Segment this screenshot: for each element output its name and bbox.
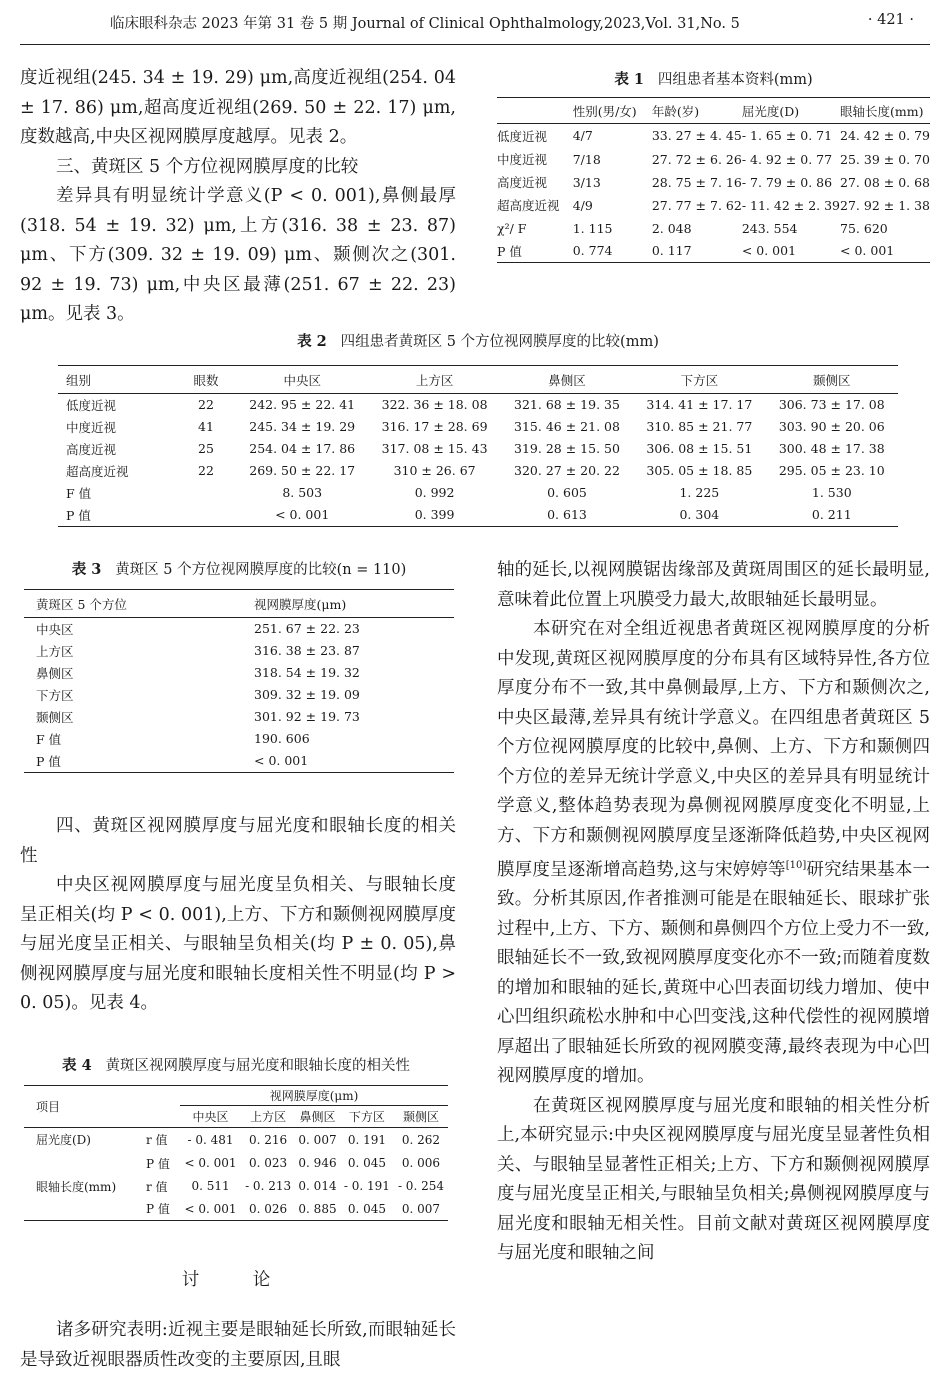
table-header-cell: 上方区 — [250, 1110, 287, 1124]
table-cell: < 0. 001 — [275, 507, 330, 523]
table-cell: 0. 014 — [298, 1179, 337, 1193]
table-cell: 321. 68 ± 19. 35 — [514, 397, 620, 413]
table-header-cell: 性别(男/女) — [572, 103, 637, 119]
table-cell: 254. 04 ± 17. 86 — [249, 441, 356, 456]
table-cell: 0. 262 — [401, 1132, 441, 1147]
table-cell: 22 — [198, 463, 214, 478]
table-cell: 2. 048 — [651, 220, 692, 236]
table-cell: 1. 115 — [572, 220, 613, 236]
table-header-cell: 中央区 — [192, 1110, 229, 1124]
table-header-cell: 项目 — [24, 1086, 146, 1128]
discussion-text — [20, 1316, 456, 1375]
table-row — [24, 1152, 448, 1175]
table-cell: 251. 67 ± 22. 23 — [254, 621, 360, 637]
table-header-cell: 眼轴长度(mm) — [840, 103, 924, 119]
running-header — [0, 12, 950, 42]
table-header-cell: 中央区 — [283, 372, 321, 388]
table-header-cell: 鼻侧区 — [548, 372, 586, 388]
table-cell: < 0. 001 — [254, 753, 309, 769]
table-cell: 301. 92 ± 19. 73 — [254, 709, 360, 724]
table-cell: 0. 216 — [249, 1132, 288, 1147]
right-column-text — [497, 556, 930, 1269]
table-row — [24, 706, 454, 728]
table-header-cell: 年龄(岁) — [651, 103, 700, 119]
table-cell: 下方区 — [36, 687, 74, 703]
table-cell: 41 — [198, 419, 214, 434]
table-cell: 3/13 — [572, 174, 601, 190]
page-number: · 421 · — [867, 12, 914, 28]
table-cell: 0. 023 — [249, 1156, 288, 1170]
table-cell: 0. 211 — [811, 507, 852, 523]
table-header-row — [497, 98, 930, 124]
table-cell: 27. 92 ± 1. 38 — [840, 197, 930, 213]
table-header-cell: 上方区 — [415, 372, 454, 388]
table-cell: 超高度近视 — [497, 198, 560, 213]
table-cell: 33. 27 ± 4. 45 — [651, 128, 742, 144]
table-1-caption — [497, 68, 930, 89]
table-cell: - 4. 92 ± 0. 77 — [741, 151, 833, 167]
table-row — [58, 504, 898, 527]
table-cell: 319. 28 ± 15. 50 — [514, 441, 620, 456]
table-cell: χ²/ F — [497, 220, 527, 236]
table-cell: 4/9 — [572, 197, 593, 213]
table-cell: 24. 42 ± 0. 79 — [840, 128, 930, 144]
table-cell: - 0. 254 — [397, 1179, 444, 1193]
paragraph: 诸多研究表明:近视主要是眼轴延长所致,而眼轴延长是导致近视眼器质性改变的主要原因,且眼 — [20, 1320, 456, 1370]
table-cell: < 0. 001 — [741, 243, 797, 259]
table-header-cell: 颞侧区 — [813, 372, 851, 388]
table-row — [24, 684, 454, 706]
table-cell — [24, 1152, 146, 1175]
table-header-cell: 颞侧区 — [402, 1110, 439, 1124]
table-cell: 眼轴长度(mm) — [36, 1179, 117, 1194]
left-mid-text — [20, 812, 456, 1019]
table-row — [497, 124, 930, 148]
table-row — [24, 1175, 448, 1198]
table-cell: 190. 606 — [254, 731, 310, 746]
table-1-title: 四组患者基本资料(mm) — [657, 72, 813, 88]
table-3-block — [24, 558, 454, 773]
table-cell: F 值 — [66, 485, 92, 501]
table-cell: F 值 — [36, 731, 62, 747]
table-header-row — [24, 590, 454, 618]
table-row — [497, 194, 930, 217]
table-row — [58, 438, 898, 460]
table-cell: 0. 511 — [191, 1179, 230, 1193]
table-row — [497, 171, 930, 194]
table-header-group: 视网膜厚度(μm) — [180, 1086, 448, 1106]
table-cell: 上方区 — [36, 643, 74, 659]
table-4-block — [24, 1054, 448, 1221]
paragraph-part: 研究结果基本一致。分析其原因,作者推测可能是在眼轴延长、眼球扩张过程中,上方、下方、颞侧和鼻侧四个方位上受力不一致,眼轴延长不一致,致视网膜厚度变化亦不一致;而随着度数的增加和眼轴的延长,黄斑中心凹表面切线力增加、使中心凹组织疏松水肿和中心凹变浅,这种代偿性的视网膜增厚超出了眼轴延长所致的视网膜变薄,最终表现为中心凹视网膜厚度的增加。 — [497, 859, 931, 1087]
table-cell: 309. 32 ± 19. 09 — [254, 687, 360, 702]
table-header-cell: 下方区 — [348, 1110, 385, 1124]
table-cell: 306. 08 ± 15. 51 — [646, 441, 753, 456]
paragraph: 中央区视网膜厚度与屈光度呈负相关、与眼轴长度呈正相关(均 P < 0. 001),上方、下方和颞侧视网膜厚度与屈光度呈正相关、与眼轴呈负相关(均 P ± 0. 05),鼻侧视网膜厚度与屈光度和眼轴长度相关性不明显(均 P > 0. 05)。见表 4。 — [20, 875, 456, 1013]
paragraph — [497, 615, 930, 1092]
table-cell: 75. 620 — [840, 220, 888, 236]
table-cell: P 值 — [497, 243, 522, 259]
table-header-cell — [146, 1086, 180, 1128]
table-cell: r 值 — [146, 1133, 168, 1148]
table-cell — [176, 482, 236, 504]
table-4-caption — [24, 1054, 448, 1075]
table-1-block — [497, 68, 930, 263]
table-cell: 中度近视 — [497, 152, 548, 167]
table-row — [24, 640, 454, 662]
left-top-text — [20, 64, 456, 330]
table-3-label: 表 3 — [71, 561, 102, 578]
table-2 — [58, 365, 898, 527]
paragraph: 差异具有明显统计学意义(P < 0. 001),鼻侧最厚(318. 54 ± 19. 32) μm,上方(316. 38 ± 23. 87) μm、下方(309. 32 ± 19. 09) μm、颞侧次之(301. 92 ± 19. 73) μm,中央区最薄(251. 67 ± 22. 23) μm。见表 3。 — [20, 186, 456, 324]
table-cell: < 0. 001 — [840, 243, 895, 259]
table-cell: 295. 05 ± 23. 10 — [778, 463, 885, 478]
table-cell: - 1. 65 ± 0. 71 — [741, 128, 833, 144]
table-cell: 306. 73 ± 17. 08 — [778, 397, 885, 413]
table-cell: 0. 946 — [298, 1156, 337, 1170]
table-cell: 0. 605 — [547, 485, 587, 500]
paragraph-part: 本研究在对全组近视患者黄斑区视网膜厚度的分析中发现,黄斑区视网膜厚度的分布具有区域特异性,各方位厚度分布不一致,其中鼻侧最厚,上方、下方和颞侧次之,中央区最薄,差异具有统计学意义。在四组患者黄斑区 5 个方位视网膜厚度的比较中,鼻侧、上方、下方和颞侧四个方位的差异无统计学意义,中央区的差异具有明显统计学意义,整体趋势表现为鼻侧视网膜厚度变化不明显,上方、下方和颞侧视网膜厚度呈逐渐降低趋势,中央区视网膜厚度呈逐渐增高趋势,这与宋婷婷等 — [497, 619, 930, 880]
table-cell: 310 ± 26. 67 — [393, 463, 476, 478]
table-cell: 300. 48 ± 17. 38 — [778, 441, 885, 456]
section-heading-3: 三、黄斑区 5 个方位视网膜厚度的比较 — [56, 156, 359, 177]
table-cell: 0. 006 — [401, 1156, 441, 1170]
table-cell: P 值 — [66, 507, 91, 523]
table-cell: 22 — [198, 397, 214, 413]
table-cell: - 7. 79 ± 0. 86 — [741, 174, 833, 190]
table-cell — [176, 504, 236, 527]
citation-ref: [10] — [785, 860, 807, 871]
table-cell: 27. 08 ± 0. 68 — [840, 174, 930, 190]
table-cell: 0. 045 — [347, 1156, 386, 1170]
table-1-label: 表 1 — [614, 71, 644, 88]
table-cell: 0. 045 — [347, 1201, 386, 1216]
table-cell: 310. 85 ± 21. 77 — [646, 419, 753, 434]
table-cell: 4/7 — [572, 128, 593, 144]
table-row — [24, 728, 454, 750]
table-cell: 颞侧区 — [36, 709, 74, 725]
table-cell: 245. 34 ± 19. 29 — [249, 419, 356, 434]
paragraph: 度近视组(245. 34 ± 19. 29) μm,高度近视组(254. 04 ± 17. 86) μm,超高度近视组(269. 50 ± 22. 17) μm,度数越高,中央区视网膜厚度越厚。见表 2。 — [20, 68, 456, 147]
table-row — [58, 460, 898, 482]
table-row — [24, 1198, 448, 1221]
table-cell: 315. 46 ± 21. 08 — [514, 419, 620, 434]
table-cell: 低度近视 — [497, 128, 548, 144]
table-header-row — [58, 366, 898, 394]
table-cell: 8. 503 — [282, 485, 323, 500]
table-cell: 316. 17 ± 28. 69 — [381, 419, 488, 434]
table-2-block — [58, 330, 898, 527]
header-rule — [20, 44, 930, 45]
table-cell: 1. 225 — [679, 485, 720, 500]
journal-header-title: 临床眼科杂志 2023 年第 31 卷 5 期 Journal of Clinical Ophthalmology,2023,Vol. 31,No. 5 — [110, 16, 740, 32]
table-cell: 0. 885 — [298, 1201, 337, 1216]
table-cell: P 值 — [146, 1156, 170, 1171]
table-header-cell: 下方区 — [680, 372, 719, 388]
table-row — [24, 618, 454, 640]
table-header-cell: 屈光度(D) — [741, 103, 800, 119]
table-cell: 0. 399 — [414, 507, 455, 523]
table-cell: 269. 50 ± 22. 17 — [249, 463, 356, 478]
table-4-label: 表 4 — [62, 1057, 92, 1074]
paragraph: 在黄斑区视网膜厚度与屈光度和眼轴的相关性分析上,本研究显示:中央区视网膜厚度与屈光度呈显著性负相关、与眼轴呈显著性正相关;上方、下方和颞侧视网膜厚度与屈光度呈正相关,与眼轴呈负相关;鼻侧视网膜厚度与屈光度和眼轴无相关性。目前文献对黄斑区视网膜厚度与屈光度和眼轴之间 — [497, 1095, 930, 1264]
table-cell: 0. 191 — [347, 1132, 386, 1147]
table-row — [58, 416, 898, 438]
table-row — [497, 217, 930, 240]
table-cell: 303. 90 ± 20. 06 — [778, 419, 885, 434]
table-cell: - 0. 213 — [245, 1179, 292, 1193]
table-1 — [497, 97, 930, 263]
section-heading-4: 四、黄斑区视网膜厚度与屈光度和眼轴长度的相关性 — [20, 816, 456, 866]
table-cell: 28. 75 ± 7. 16 — [651, 174, 742, 190]
table-cell: - 0. 191 — [343, 1179, 390, 1193]
table-header-cell: 眼数 — [193, 372, 219, 388]
table-cell: 242. 95 ± 22. 41 — [249, 397, 356, 413]
table-cell: r 值 — [146, 1179, 168, 1194]
table-cell: - 0. 481 — [187, 1132, 234, 1147]
table-3 — [24, 589, 454, 773]
table-cell: 1. 530 — [811, 485, 852, 500]
table-header-row — [24, 1086, 448, 1106]
table-header-cell: 视网膜厚度(μm) — [254, 596, 347, 612]
table-header-cell: 组别 — [66, 372, 92, 388]
table-cell: 317. 08 ± 15. 43 — [381, 441, 488, 456]
table-cell: 高度近视 — [66, 441, 117, 457]
table-cell: 316. 38 ± 23. 87 — [254, 643, 360, 658]
table-cell: 320. 27 ± 20. 22 — [514, 463, 620, 478]
table-cell: 0. 007 — [401, 1201, 441, 1216]
table-cell: 0. 992 — [414, 485, 455, 500]
table-3-title: 黄斑区 5 个方位视网膜厚度的比较(n = 110) — [115, 562, 407, 578]
table-cell: 25. 39 ± 0. 70 — [840, 151, 930, 167]
table-cell: 25 — [198, 441, 214, 456]
table-cell: 318. 54 ± 19. 32 — [254, 665, 360, 680]
table-header-cell — [497, 98, 573, 124]
table-cell: 305. 05 ± 18. 85 — [646, 463, 753, 478]
table-cell: P 值 — [36, 753, 61, 769]
table-cell: - 11. 42 ± 2. 39 — [741, 197, 840, 213]
table-cell: 7/18 — [572, 151, 601, 167]
table-row — [24, 750, 454, 773]
table-cell — [24, 1198, 146, 1221]
table-4 — [24, 1085, 448, 1221]
table-cell: 0. 304 — [679, 507, 720, 523]
table-cell: 屈光度(D) — [36, 1133, 91, 1148]
table-2-label: 表 2 — [297, 333, 327, 350]
table-row — [24, 1128, 448, 1152]
table-cell: 中央区 — [36, 621, 74, 637]
table-cell: 314. 41 ± 17. 17 — [646, 397, 753, 413]
table-cell: < 0. 001 — [184, 1201, 237, 1216]
table-2-caption — [58, 330, 898, 351]
discussion-heading: 讨 论 — [181, 1270, 295, 1290]
table-cell: 中度近视 — [66, 419, 117, 435]
table-cell: 鼻侧区 — [36, 665, 74, 681]
table-cell: < 0. 001 — [184, 1156, 237, 1170]
table-cell: 322. 36 ± 18. 08 — [381, 397, 488, 413]
table-cell: 低度近视 — [66, 397, 117, 413]
table-cell: 0. 007 — [298, 1132, 337, 1147]
table-header-cell: 黄斑区 5 个方位 — [36, 596, 127, 612]
table-row — [497, 148, 930, 171]
table-2-title: 四组患者黄斑区 5 个方位视网膜厚度的比较(mm) — [340, 334, 659, 350]
table-cell: 0. 774 — [572, 243, 613, 259]
table-cell: 0. 613 — [547, 507, 587, 523]
table-cell: 27. 72 ± 6. 26 — [651, 151, 742, 167]
paragraph: 轴的延长,以视网膜锯齿缘部及黄斑周围区的延长最明显,意味着此位置上巩膜受力最大,故眼轴延长最明显。 — [497, 560, 930, 610]
table-row — [58, 482, 898, 504]
table-4-title: 黄斑区视网膜厚度与屈光度和眼轴长度的相关性 — [105, 1058, 410, 1074]
table-cell: P 值 — [146, 1202, 170, 1217]
table-3-caption — [24, 558, 454, 579]
table-row — [58, 394, 898, 416]
table-row — [24, 662, 454, 684]
table-cell: 高度近视 — [497, 175, 548, 190]
table-cell: 243. 554 — [741, 220, 798, 236]
table-header-cell: 鼻侧区 — [299, 1110, 336, 1124]
table-cell: 0. 117 — [651, 243, 692, 259]
table-cell: 超高度近视 — [66, 463, 129, 479]
table-cell: 27. 77 ± 7. 62 — [651, 197, 742, 213]
table-row — [497, 240, 930, 263]
table-cell: 0. 026 — [249, 1201, 288, 1216]
